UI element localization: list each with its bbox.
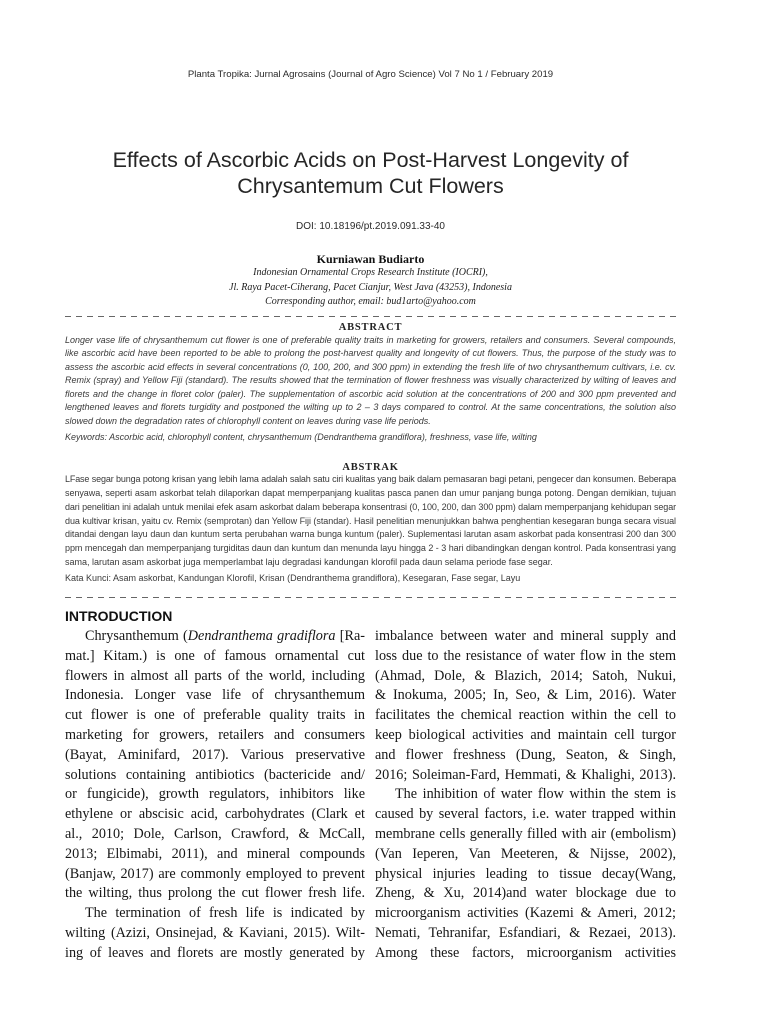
abstract-heading: ABSTRACT <box>338 322 403 333</box>
abstract-line: florets and the change in floret color (paler). The supplementation of ascorbic acid solution at the concentrations of 200 and 300 ppm prevented and <box>65 388 676 399</box>
body-text-line: wilting (Azizi, Onsinejad, & Kaviani, 2015). Wilt- <box>65 924 365 941</box>
body-text-line: physical injuries leading to tissue decay(Wang, <box>375 865 676 882</box>
section-divider <box>65 597 678 598</box>
abstrak-line: LFase segar bunga potong krisan yang lebih lama adalah salah satu ciri kualitas yang baik dalam pemasaran bagi petani, pengecer dan konsumen. Beberapa <box>65 474 676 485</box>
corresponding-author-line: Corresponding author, email: bud1arto@yahoo.com <box>265 296 476 307</box>
abstract-line: Remix (spray) and Yellow Fiji (standard). The results showed that the termination of flower freshness was visually characterized by wilting of leaves and <box>65 375 676 385</box>
body-text-line: The inhibition of water flow within the stem is <box>395 786 676 803</box>
body-text-line: 2016; Soleiman-Fard, Hemmati, & Khalighi, 2013). <box>375 766 676 783</box>
body-text-line: cut flower is one of preferable quality traits in <box>65 707 365 724</box>
body-text-line: al., 2010; Dole, Carlson, Crawford, & McCall, <box>65 825 365 842</box>
introduction-heading: INTRODUCTION <box>65 608 173 624</box>
body-text-segment: [Ra- <box>335 628 365 644</box>
abstrak-line: sama, larutan asam askorbat juga memperlambat laju degradasi kandungan klorofil pada daun selama periode fase segar. <box>65 557 553 568</box>
species-name: Dendranthema gradiflora <box>187 628 336 644</box>
left-column <box>65 627 365 964</box>
abstrak-line: ditandai dengan layu daun dan kuntum serta perubahan warna bunga kuntum (paler). Suplementasi larutan asam askorbat pada konsentrasi 200 dan 300 <box>65 529 676 540</box>
keywords: Keywords: Ascorbic acid, chlorophyll content, chrysanthemum (Dendranthema grandiflora), freshness, vase life, wilting <box>65 431 537 442</box>
body-text-line: ing of leaves and florets are mostly generated by <box>65 944 365 961</box>
body-text-line: & Inokuma, 2005; In, Seo, & Lim, 2016). Water <box>375 687 676 704</box>
abstrak-line: ppm mencegah dan memperpanjang turgiditas daun dan kuntum dan menunda layu hingga 2 - 3 hari dibandingkan dengan kontrol. Pada konsentrasi yang <box>65 543 676 554</box>
abstrak-body <box>65 473 676 570</box>
abstract-line: like ascorbic acid have been reported to be able to prolong the post-harvest quality and longevity of cut flowers. Thus, the purpose of the study was to <box>65 348 676 358</box>
body-text-line: facilitates the chemical reaction within the cell to <box>375 707 676 724</box>
body-text-line <box>65 627 365 647</box>
body-text-line: Indonesia. Longer vase life of chrysanthemum <box>65 687 365 704</box>
body-text-line: solutions containing antibiotics (bactericide and/ <box>65 766 365 783</box>
article-title-line: Chrysantemum Cut Flowers <box>237 174 504 198</box>
body-text-line: The termination of fresh life is indicated by <box>85 905 365 922</box>
body-text-line: (Banjaw, 2017) are commonly employed to prevent <box>65 865 365 882</box>
abstrak-line: dua kultivar krisan, yaitu cv. Remix (semprotan) dan Yellow Fiji (standar). Hasil penelitian menunjukkan bahwa penghentian kesegaran bunga secara visual <box>65 515 676 526</box>
author-name: Kurniawan Budiarto <box>316 252 425 266</box>
body-text-line: membrane cells generally filled with air (embolism) <box>375 825 676 842</box>
body-text-segment: Chrysanthemum ( <box>85 628 188 644</box>
article-title <box>65 147 676 199</box>
body-text-line: microorganism activities (Kazemi & Ameri, 2012; <box>375 905 676 922</box>
affiliation-line: Jl. Raya Pacet-Ciherang, Pacet Cianjur, West Java (43253), Indonesia <box>229 281 512 293</box>
body-text-line: mat.] Kitam.) is one of famous ornamental cut <box>65 647 365 664</box>
kata-kunci: Kata Kunci: Asam askorbat, Kandungan Klorofil, Krisan (Dendranthema grandiflora), Kesegaran, Fase segar, Layu <box>65 572 521 583</box>
affiliation-line: Indonesian Ornamental Crops Research Institute (IOCRI), <box>253 267 488 278</box>
body-text-line: marketing for growers, retailers and consumers <box>65 726 365 743</box>
body-text-line: imbalance between water and mineral supply and <box>375 628 676 644</box>
body-text-line: Nemati, Tehranifar, Esfandiari, & Rezaei, 2013). <box>375 924 676 941</box>
journal-header: Planta Tropika: Jurnal Agrosains (Journal of Agro Science) Vol 7 No 1 / February 2019 <box>187 69 554 80</box>
body-text-line: (Ahmad, Dole, & Blazich, 2014; Satoh, Nukui, <box>375 667 676 684</box>
body-text-line: the wilting, thus prolong the cut flower fresh life. <box>65 885 365 902</box>
body-text-line: Among these factors, microorganism activities <box>375 944 676 961</box>
section-divider <box>65 316 678 317</box>
body-text-line: keep biological activities and maintain cell turgor <box>375 726 676 743</box>
article-title-line: Effects of Ascorbic Acids on Post-Harvest Longevity of <box>112 148 629 172</box>
abstrak-heading: ABSTRAK <box>342 462 399 473</box>
body-text-line: caused by several factors, i.e. water trapped within <box>375 806 676 823</box>
body-text-line: ethylene or abscisic acid, carbohydrates (Clark et <box>65 806 365 823</box>
body-text-line: (Van Ieperen, Van Meeteren, & Nijsse, 2002), <box>375 845 676 862</box>
body-text-line: (Bayat, Aminifard, 2017). Various preservative <box>65 746 365 763</box>
abstract-line: lengthened leaves and florets turgidity and postponed the wilting up to 2 – 3 days compared to control. At the same concentrations, the solution also <box>65 402 676 412</box>
body-text-line: or fungicide), growth regulators, inhibitors like <box>65 786 365 803</box>
body-text-line: loss due to the resistance of water flow in the stem <box>375 647 676 664</box>
body-text-line: and flower freshness (Dung, Seaton, & Singh, <box>375 746 676 763</box>
abstract-line: slowed down the degradation rates of chlorophyll content on leaves during vase life periods. <box>65 415 431 426</box>
doi: DOI: 10.18196/pt.2019.091.33-40 <box>295 221 445 232</box>
body-text-line: flowers in almost all parts of the world, including <box>65 667 365 684</box>
body-text-line: Zheng, & Xu, 2014)and water blockage due to <box>375 885 676 902</box>
body-text-line: 2013; Elbimabi, 2011), and mineral compounds <box>65 845 365 862</box>
abstract-line: assess the ascorbic acid effects in several concentrations (0, 100, 200, and 300 ppm) in extending the fresh life of two chrysanthemum cultivars, i.e. cv. <box>65 361 676 372</box>
abstract-line: Longer vase life of chrysanthemum cut flower is one of preferable quality traits in marketing for growers, retailers and consumers. Several compounds, <box>65 334 676 345</box>
right-column <box>375 627 676 964</box>
abstract-body <box>65 334 676 429</box>
abstrak-line: senyawa, seperti asam askorbat telah dilaporkan dapat memperpanjang kualitas pasca panen dan umur panjang bunga potong. Dengan demikian, tujuan <box>65 488 676 499</box>
abstrak-line: dari penelitian ini adalah untuk menilai efek asam askorbat dalam beberapa konsentrasi (0, 100, 200, dan 300 ppm) dalam memperpanjang kehidupan segar <box>65 501 676 512</box>
author-affiliation <box>65 266 676 310</box>
